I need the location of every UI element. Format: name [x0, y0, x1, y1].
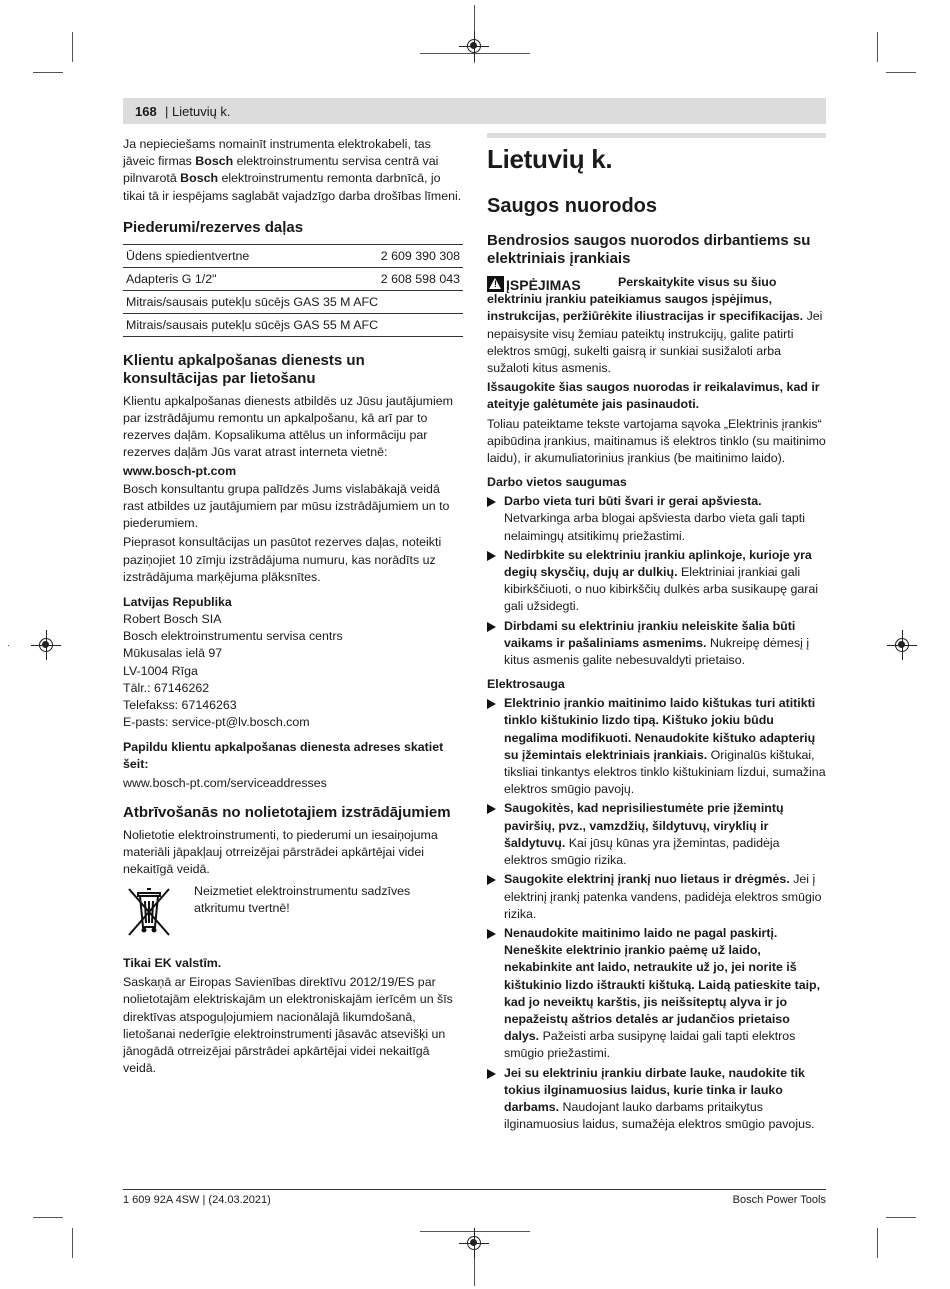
list-item: Nedirbkite su elektriniu įrankiu aplinkoje, kurioje yra degių skysčių, dujų ar dulkių. Elektriniai įrankiai gali kibirkščiuoti, o nuo kibirkščių dulkės arba susikaupę garai gali užsidegti.	[487, 547, 826, 616]
list-item: Saugokitės, kad neprisiliestumėte prie įžemintų paviršių, pvz., vamzdžių, šildytuvų, viryklių ir šaldytuvų. Kai jūsų kūnas yra įžemintas, padidėja elektros smūgio rizika.	[487, 800, 826, 869]
crop-mark	[72, 1228, 73, 1258]
list-item: Nenaudokite maitinimo laido ne pagal paskirtį. Neneškite elektrinio įrankio paėmę už laido, nekabinkite ant laido, netraukite už jo, jei norite iš kištukinio lizdo ištraukti kištuką. Laidą patieskite taip, kad jo neveiktų karštis, jis neišsiteptų alyva ir jo nepažeistų aštrios detalės ar judančios prietaiso dalys. Pažeisti arba susipynę laidai gali tapti elektros smūgio priežastimi.	[487, 925, 826, 1063]
crop-mark	[420, 1231, 530, 1232]
service-paragraph: Bosch konsultantu grupa palīdzēs Jums vislabākajā veidā rast atbildes uz jautājumiem par mūsu izstrādājumiem un to piederumiem.	[123, 481, 450, 531]
intro-paragraph: Ja nepieciešams nomainīt instrumenta elektrokabeli, tas jāveic firmas Bosch elektroinstrumentu servisa centrā vai pilnvarotā Bosch elektroinstrumentu remonta darbnīcā, jo tikai tā ir iespējams saglabāt vajadzīgo darba drošības līmeni.	[123, 137, 462, 203]
page-title: Lietuvių k.	[487, 144, 613, 174]
crop-mark	[72, 32, 73, 62]
general-heading: Bendrosios saugos nuorodos dirbantiems su elektriniais įrankiais	[487, 232, 811, 267]
service-paragraph: Klientu apkalpošanas dienests atbildēs uz Jūsu jautājumiem par izstrādājumu remontu un apkalpošanu, kā arī par to rezerves daļām. Kopsalikuma attēlus un informāciju par rezerves daļām Jūs varat atrast interneta vietnē:	[123, 393, 453, 460]
crossed-bin-icon	[123, 883, 175, 941]
table-row: Mitrais/sausais putekļu sūcējs GAS 35 M AFC	[123, 290, 463, 313]
address-country: Latvijas Republika	[123, 595, 232, 610]
list-item: Dirbdami su elektriniu įrankiu neleiskite šalia būti vaikams ir pašaliniams asmenims. Nukreipę dėmesį į kitus asmenis galite nebesuvaldyti prietaiso.	[487, 618, 826, 670]
header-language-label: Lietuvių k.	[172, 104, 231, 119]
disposal-paragraph: Nolietotie elektroinstrumenti, to piederumi un iesaiņojuma materiāli jāpakļauj otrreizējai pārstrādei apkārtējai videi nekaitīgā veidā.	[123, 827, 438, 877]
crop-mark	[877, 1228, 878, 1258]
more-addresses-url[interactable]: www.bosch-pt.com/serviceaddresses	[123, 776, 327, 791]
page-number: 168	[135, 104, 157, 119]
address-block: Robert Bosch SIA Bosch elektroinstrumentu servisa centrs Mūkusalas ielā 97 LV-1004 Rīga Tālr.: 67146262 Telefakss: 67146263 E-pasts: service-pt@lv.bosch.com	[123, 611, 463, 731]
table-row: Ūdens spiedientvertne 2 609 390 308	[123, 244, 463, 267]
footer-rule	[123, 1189, 826, 1190]
footer-brand: Bosch Power Tools	[732, 1194, 826, 1206]
service-heading: Klientu apkalpošanas dienests un konsultācijas par lietošanu	[123, 351, 365, 387]
registration-target-icon	[467, 39, 481, 53]
bullet-arrow-icon	[487, 497, 496, 507]
right-column	[487, 144, 826, 1135]
crop-mark	[420, 53, 530, 54]
bullet-arrow-icon	[487, 551, 496, 561]
crop-mark	[886, 72, 916, 73]
crop-mark	[886, 1217, 916, 1218]
bullet-arrow-icon	[487, 622, 496, 632]
definition-paragraph: Toliau pateiktame tekste vartojama sąvoka „Elektrinis įrankis“ apibūdina įrankius, maitinamus iš elektros tinklo (su maitinimo laidu), ir akumuliatorinius įrankius (be maitinimo laido).	[487, 416, 826, 466]
list-item: Elektrinio įrankio maitinimo laido kištukas turi atitikti tinklo kištukinio lizdo tipą. Kištuko jokiu būdu negalima modifikuoti. Nenaudokite kištuko adapterių su įžemintais elektriniais įrankiais. Originalūs kištukai, tiksliai tinkantys elektros tinklo kištukiniam lizdui, sumažina elektros smūgio pavojų.	[487, 695, 826, 798]
warning-triangle-icon	[487, 276, 504, 292]
crop-mark	[33, 72, 63, 73]
table-row: Mitrais/sausais putekļu sūcējs GAS 55 M AFC	[123, 313, 463, 336]
warning-block	[487, 274, 826, 377]
bullet-arrow-icon	[487, 929, 496, 939]
bullet-arrow-icon	[487, 875, 496, 885]
list-item: Darbo vieta turi būti švari ir gerai apšviesta. Netvarkinga arba blogai apšviesta darbo vieta gali tapti nelaimingų atsitikimų priežastimi.	[487, 493, 826, 545]
parts-table	[123, 244, 463, 337]
email-link[interactable]: E-pasts: service-pt@lv.bosch.com	[123, 715, 310, 730]
workplace-list	[487, 493, 826, 669]
electrical-list	[487, 695, 826, 1133]
table-row: Adapteris G 1/2" 2 608 598 043	[123, 267, 463, 290]
crop-mark	[877, 32, 878, 62]
more-addresses-label: Papildu klientu apkalpošanas dienesta adreses skatiet šeit:	[123, 740, 444, 772]
weee-notice	[123, 883, 463, 949]
warning-text: Perskaitykite visus su šiuo elektriniu įrankiu pateikiamus saugos įspėjimus, instrukcijas, peržiūrėkite iliustracijas ir specifikacijas. Jei nepaisysite visų žemiau pateiktų instrukcijų, galite patirti elektros smūgį, sukelti gaisrą ir sunkiai susižaloti arba sužaloti kitus asmenis.	[487, 275, 823, 376]
section-rule	[487, 133, 826, 138]
page-header	[123, 98, 826, 124]
left-column	[123, 136, 463, 1079]
workplace-heading: Darbo vietos saugumas	[487, 475, 627, 490]
section-title: Saugos nuorodos	[487, 195, 657, 217]
keep-instructions: Išsaugokite šias saugos nuorodas ir reikalavimus, kad ir ateityje galėtumėte jais pasinaudoti.	[487, 380, 820, 412]
registration-target-icon	[39, 638, 53, 652]
registration-target-icon	[895, 638, 909, 652]
service-paragraph: Pieprasot konsultācijas un pasūtot rezerves daļas, noteikti paziņojiet 10 zīmju izstrādājuma numuru, kas norādīts uz izstrādājuma marķējuma plāksnītes.	[123, 535, 442, 584]
eu-paragraph: Saskaņā ar Eiropas Savienības direktīvu 2012/19/ES par nolietotajām elektriskajām un elektroniskajām ierīcēm un šīs direktīvas atspoguļojumiem nacionālajā likumdošanā, lietošanai nederīgie elektroinstrumenti jāsavāc atsevišķi un jānogādā otrreizējai pārstrādei apkārtējai videi nekaitīgā veidā.	[123, 975, 453, 1076]
bullet-arrow-icon	[487, 699, 496, 709]
warning-label: !ĮSPĖJIMAS	[487, 276, 607, 294]
header-separator: |	[165, 104, 169, 119]
list-item: Jei su elektriniu įrankiu dirbate lauke, naudokite tik tokius ilginamuosius laidus, kurie tinka ir lauko darbams. Naudojant lauko darbams pritaikytus ilginamuosius laidus, sumažėja elektros smūgio pavojus.	[487, 1065, 826, 1134]
parts-heading: Piederumi/rezerves daļas	[123, 218, 304, 236]
electrical-heading: Elektrosauga	[487, 677, 565, 692]
header-language	[165, 103, 231, 120]
bullet-arrow-icon	[487, 804, 496, 814]
weee-text: Neizmetiet elektroinstrumentu sadzīves atkritumu tvertnē!	[194, 884, 411, 916]
list-item: Saugokite elektrinį įrankį nuo lietaus ir drėgmės. Jei į elektrinį įrankį patenka vandens, padidėja elektros smūgio rizika.	[487, 871, 826, 923]
disposal-heading: Atbrīvošanās no nolietotajiem izstrādājumiem	[123, 803, 451, 821]
crop-mark	[8, 645, 9, 646]
service-url[interactable]: www.bosch-pt.com	[123, 463, 237, 478]
eu-heading: Tikai EK valstīm.	[123, 956, 222, 971]
bullet-arrow-icon	[487, 1069, 496, 1079]
registration-target-icon	[467, 1236, 481, 1250]
crop-mark	[33, 1217, 63, 1218]
footer-doc-number: 1 609 92A 4SW | (24.03.2021)	[123, 1194, 271, 1206]
